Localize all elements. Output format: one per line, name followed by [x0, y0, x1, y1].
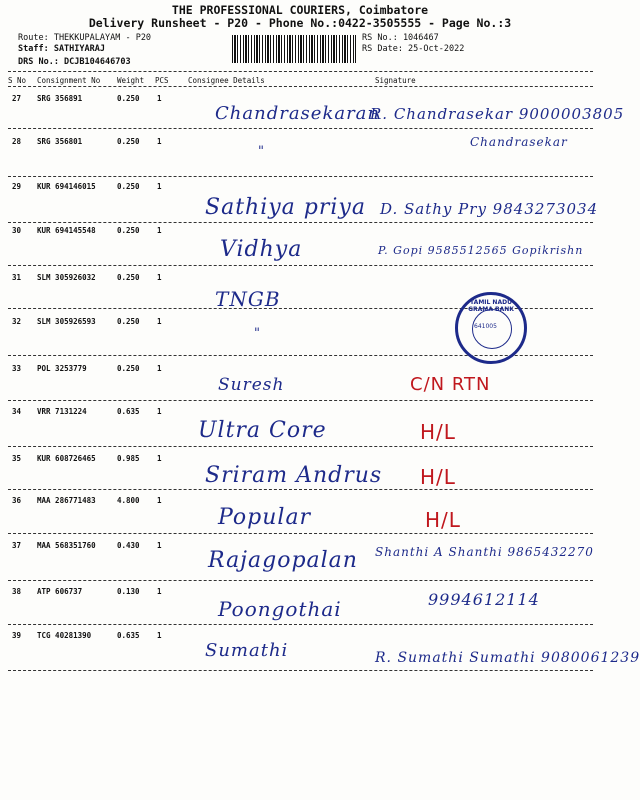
cell-consignment-no: KUR 694145548 [37, 226, 96, 235]
cell-sno: 29 [12, 182, 22, 191]
cell-consignment-no: SRG 356801 [37, 137, 83, 146]
cell-consignment-no: MAA 568351760 [37, 541, 96, 550]
col-pcs: PCS [155, 76, 169, 85]
cell-weight: 0.430 [117, 541, 140, 550]
row-divider [8, 128, 593, 129]
cell-pcs: 1 [157, 273, 162, 282]
company-title: THE PROFESSIONAL COURIERS, Coimbatore [171, 3, 429, 17]
cell-weight: 0.250 [117, 364, 140, 373]
cell-weight: 0.250 [117, 94, 140, 103]
consignee-hand: Vidhya [220, 237, 303, 262]
cell-pcs: 1 [157, 137, 162, 146]
stamp-pin: 641005 [474, 323, 497, 330]
col-consignee: Consignee Details [188, 76, 265, 85]
remark-hl: H/L [425, 508, 461, 532]
staff-label: Staff: SATHIYARAJ [18, 44, 105, 54]
cell-pcs: 1 [157, 541, 162, 550]
cell-sno: 27 [12, 94, 22, 103]
remark-hl: H/L [420, 465, 456, 489]
col-sno: S No [8, 76, 27, 85]
cell-pcs: 1 [157, 364, 162, 373]
col-signature: Signature [375, 76, 416, 85]
cell-sno: 33 [12, 364, 22, 373]
cell-pcs: 1 [157, 317, 162, 326]
signature-hand: 9994612114 [428, 590, 540, 609]
cell-consignment-no: SLM 305926032 [37, 273, 96, 282]
signature-hand: R. Sumathi Sumathi 9080061239 [375, 650, 640, 666]
cell-weight: 4.800 [117, 496, 140, 505]
cell-pcs: 1 [157, 631, 162, 640]
rs-number: RS No.: 1046467 [362, 33, 439, 43]
consignee-hand: Rajagopalan [208, 548, 358, 573]
signature-hand: Shanthi A Shanthi 9865432270 [375, 545, 594, 559]
consignee-hand: Sathiya priya [205, 195, 366, 220]
barcode [232, 35, 356, 63]
row-divider [8, 624, 593, 625]
cell-consignment-no: MAA 286771483 [37, 496, 96, 505]
row-divider [8, 222, 593, 223]
cell-sno: 34 [12, 407, 22, 416]
cell-sno: 30 [12, 226, 22, 235]
consignee-hand: TNGB [215, 287, 281, 311]
rs-date: RS Date: 25-Oct-2022 [362, 44, 465, 54]
row-divider [8, 489, 593, 490]
cell-consignment-no: POL 3253779 [37, 364, 87, 373]
cell-sno: 35 [12, 454, 22, 463]
row-divider [8, 533, 593, 534]
col-weight: Weight [117, 76, 145, 85]
cell-weight: 0.985 [117, 454, 140, 463]
cell-consignment-no: TCG 40281390 [37, 631, 92, 640]
cell-sno: 38 [12, 587, 22, 596]
cell-pcs: 1 [157, 226, 162, 235]
cell-pcs: 1 [157, 407, 162, 416]
row-divider [8, 176, 593, 177]
route-label: Route: THEKKUPALAYAM - P20 [18, 33, 152, 43]
cell-weight: 0.250 [117, 273, 140, 282]
cell-weight: 0.635 [117, 407, 140, 416]
signature-hand: P. Gopi 9585512565 Gopikrishn [378, 244, 584, 257]
cell-pcs: 1 [157, 587, 162, 596]
consignee-hand: Poongothai [218, 597, 342, 621]
row-divider [8, 400, 593, 401]
row-divider [8, 265, 593, 266]
consignee-hand: Ultra Core [198, 418, 327, 443]
cell-pcs: 1 [157, 182, 162, 191]
cell-weight: 0.250 [117, 226, 140, 235]
cell-sno: 36 [12, 496, 22, 505]
cell-consignment-no: KUR 694146015 [37, 182, 96, 191]
cell-sno: 31 [12, 273, 22, 282]
cell-weight: 0.250 [117, 137, 140, 146]
runsheet-title: Delivery Runsheet - P20 - Phone No.:0422-3505555 - Page No.:3 [88, 16, 512, 30]
row-divider [8, 670, 593, 671]
cell-sno: 32 [12, 317, 22, 326]
consignee-hand: Sriram Andrus [205, 463, 383, 488]
stamp-text: TAMIL NADU GRAMA BANK [468, 299, 514, 313]
cell-weight: 0.250 [117, 182, 140, 191]
cell-consignment-no: VRR 7131224 [37, 407, 87, 416]
bank-seal-stamp [455, 292, 527, 364]
col-consignment: Consignment No [37, 76, 101, 85]
cell-sno: 37 [12, 541, 22, 550]
consignee-hand: " [258, 144, 265, 159]
row-divider [8, 446, 593, 447]
cell-sno: 39 [12, 631, 22, 640]
signature-hand: D. Sathy Pry 9843273034 [380, 200, 599, 218]
cell-sno: 28 [12, 137, 22, 146]
cell-weight: 0.130 [117, 587, 140, 596]
cell-pcs: 1 [157, 454, 162, 463]
signature-hand: Chandrasekar [470, 135, 568, 149]
cell-pcs: 1 [157, 94, 162, 103]
header-rule-bottom [8, 86, 593, 87]
cell-consignment-no: SLM 305926593 [37, 317, 96, 326]
consignee-hand: Chandrasekaran [215, 103, 381, 124]
consignee-hand: Popular [218, 505, 312, 530]
remark-hl: H/L [420, 420, 456, 444]
drs-label: DRS No.: DCJB104646703 [18, 57, 131, 67]
cell-pcs: 1 [157, 496, 162, 505]
cell-consignment-no: KUR 608726465 [37, 454, 96, 463]
cell-consignment-no: ATP 606737 [37, 587, 83, 596]
consignee-hand: Suresh [218, 375, 285, 395]
consignee-hand: Sumathi [205, 640, 289, 661]
remark-cn-rtn: C/N RTN [410, 374, 491, 395]
header-rule-top [8, 71, 593, 72]
cell-consignment-no: SRG 356891 [37, 94, 83, 103]
row-divider [8, 580, 593, 581]
cell-weight: 0.250 [117, 317, 140, 326]
consignee-hand: " [254, 326, 261, 341]
signature-hand: R. Chandrasekar 9000003805 [370, 105, 625, 123]
cell-weight: 0.635 [117, 631, 140, 640]
